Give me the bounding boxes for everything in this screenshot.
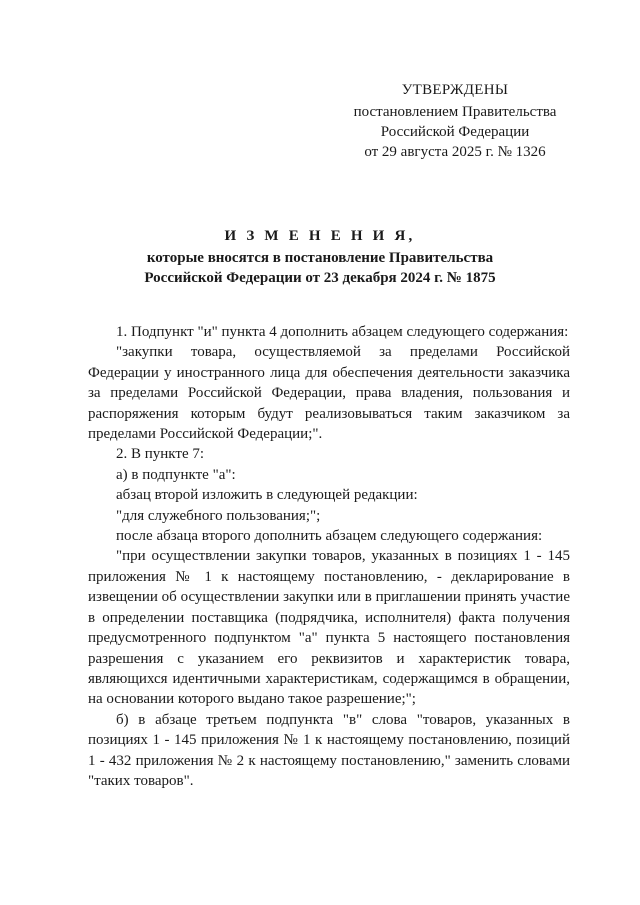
document-title: И З М Е Н Е Н И Я, xyxy=(224,228,416,244)
approval-heading: УТВЕРЖДЕНЫ xyxy=(401,82,509,98)
paragraph-2: "закупки товара, осуществляемой за пределами Российской Федерации у иностранного лица для обеспечения деятельности заказчика за пределами Российской Федерации, права владения, пользования и распоряжения которым будут реализовываться таким заказчиком за пределами Российской Федерации;". xyxy=(88,344,570,443)
paragraph-3: 2. В пункте 7: xyxy=(116,446,205,463)
approval-line-2: Российской Федерации xyxy=(380,124,530,140)
paragraph-6: "для служебного пользования;"; xyxy=(116,507,321,524)
paragraph-1: 1. Подпункт "и" пункта 4 дополнить абзацем следующего содержания: xyxy=(116,324,569,340)
paragraph-5: абзац второй изложить в следующей редакции: xyxy=(116,487,418,504)
subtitle-line-2: Российской Федерации от 23 декабря 2024 г. № 1875 xyxy=(144,270,496,286)
approval-line-1: постановлением Правительства xyxy=(353,104,557,120)
paragraph-9: б) в абзаце третьем подпункта "в" слова "товаров, указанных в позициях 1 - 145 приложения № 1 к настоящему постановлению, позиций 1 - 432 приложения № 2 к настоящему постановлению," заменить словами "таких товаров". xyxy=(88,711,570,789)
subtitle-line-1: которые вносятся в постановление Правительства xyxy=(146,250,494,266)
paragraph-7: после абзаца второго дополнить абзацем следующего содержания: xyxy=(116,528,543,545)
approval-stamp xyxy=(330,80,580,162)
approval-line-3: от 29 августа 2025 г. № 1326 xyxy=(364,144,546,160)
paragraph-8: "при осуществлении закупки товаров, указанных в позициях 1 - 145 приложения № 1 к настоящему постановлению, - декларирование в извещении об осуществлении закупки или в приглашении принять участие в определении поставщика (подрядчика, исполнителя) факта получения предусмотренного подпунктом "а" пункта 5 настоящего постановления разрешения с указанием его реквизитов и характеристик товара, являющихся идентичными характеристикам, содержащимся в обращении, на основании которого выдано такое разрешение;"; xyxy=(88,548,570,708)
paragraph-4: а) в подпункте "а": xyxy=(116,466,236,483)
document-subtitle xyxy=(100,248,540,288)
document-body xyxy=(88,322,570,791)
